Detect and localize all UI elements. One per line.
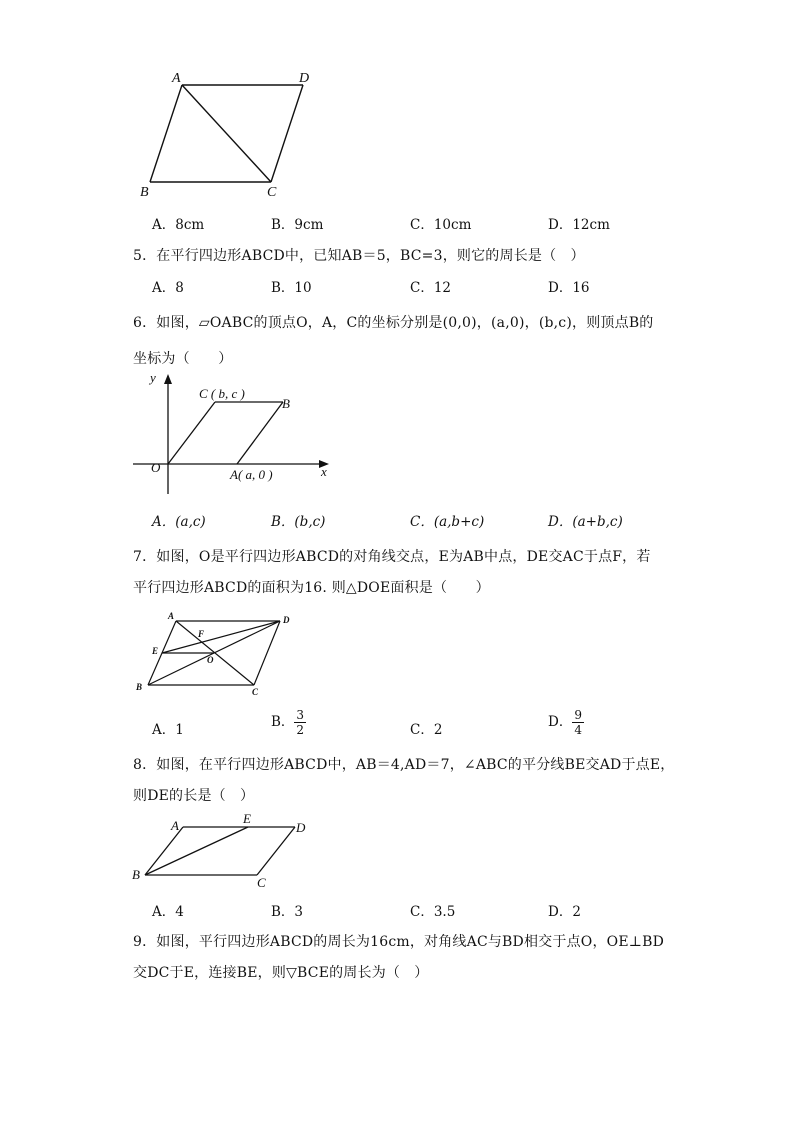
q8-figure [125, 810, 325, 890]
q6-option-c: C．(a,b+c) [410, 514, 485, 530]
q6-stem-line2: 坐标为（ ） [133, 351, 233, 367]
q6-label-o: O [151, 460, 161, 475]
q8-option-b: B．3 [271, 904, 304, 920]
q8-stem-line1: 8．如图，在平行四边形ABCD中，AB＝4,AD＝7，∠ABC的平分线BE交AD于点E， [133, 757, 675, 773]
q7-figure [130, 608, 310, 698]
q4-label-d: D [299, 71, 310, 86]
q6-figure [125, 368, 345, 498]
q7-label-c: C [252, 687, 259, 697]
q7-option-c: C．2 [410, 722, 443, 738]
q4-option-b: B．9cm [271, 217, 324, 233]
q4-figure [130, 62, 330, 202]
q8-stem-line2: 则DE的长是（ ） [133, 788, 255, 804]
q8-option-a: A．4 [152, 904, 184, 920]
q7-label-e: E [152, 646, 159, 656]
q4-option-a: A．8cm [152, 217, 205, 233]
q8-option-d: D．2 [548, 904, 581, 920]
q6-stem-line1: 6．如图，▱OABC的顶点O，A，C的坐标分别是(0,0)，(a,0)，(b,c)，则顶点B的 [133, 315, 654, 331]
q4-label-b: B [140, 185, 149, 200]
q7-label-o: O [207, 655, 214, 665]
q7-stem-line2: 平行四边形ABCD的面积为16. 则△DOE面积是（ ） [133, 580, 490, 596]
q6-option-a: A．(a,c) [152, 514, 206, 530]
q4-label-a: A [172, 71, 181, 86]
q6-label-y: y [150, 370, 156, 385]
q8-label-c: C [257, 875, 266, 890]
q6-label-a: A( a, 0 ) [230, 467, 273, 482]
q7-label-b: B [136, 682, 143, 692]
q8-option-c: C．3.5 [410, 904, 456, 920]
q7-option-d [548, 708, 584, 737]
q6-option-b: B．(b,c) [271, 514, 326, 530]
q7-option-b-prefix: B． [271, 714, 295, 730]
q7-label-f: F [198, 629, 205, 639]
q7-option-b [271, 708, 306, 737]
q6-label-x: x [321, 464, 327, 479]
q8-label-e: E [243, 811, 251, 826]
q7-option-b-numerator: 3 [296, 708, 305, 722]
q4-option-d: D．12cm [548, 217, 610, 233]
q7-option-d-numerator: 9 [574, 708, 582, 722]
q9-stem-line2: 交DC于E，连接BE，则▽BCE的周长为（ ） [133, 965, 429, 981]
q5-option-c: C．12 [410, 280, 452, 296]
q7-option-d-fraction [572, 708, 584, 737]
q4-label-c: C [267, 185, 277, 200]
q7-option-a: A．1 [152, 722, 184, 738]
q4-option-c: C．10cm [410, 217, 472, 233]
q6-label-b: B [282, 396, 290, 411]
q7-option-b-fraction [294, 708, 306, 737]
q8-label-a: A [171, 818, 179, 833]
q5-option-a: A．8 [152, 280, 184, 296]
q5-stem: 5．在平行四边形ABCD中，已知AB＝5，BC=3，则它的周长是（ ） [133, 248, 585, 264]
q9-stem-line1: 9．如图，平行四边形ABCD的周长为16cm，对角线AC与BD相交于点O，OE⊥BD [133, 934, 665, 950]
q8-label-b: B [132, 867, 140, 882]
q5-option-b: B．10 [271, 280, 312, 296]
q7-label-a: A [168, 611, 175, 621]
q6-label-c: C ( b, c ) [199, 386, 245, 401]
q7-option-d-denominator: 4 [574, 723, 582, 737]
q7-option-b-denominator: 2 [296, 723, 305, 737]
q7-stem-line1: 7．如图，O是平行四边形ABCD的对角线交点，E为AB中点，DE交AC于点F，若 [133, 549, 651, 565]
q7-label-d: D [283, 615, 290, 625]
q5-option-d: D．16 [548, 280, 590, 296]
q8-label-d: D [296, 820, 306, 835]
q6-option-d: D．(a+b,c) [548, 514, 623, 530]
q7-option-d-prefix: D． [548, 714, 573, 730]
